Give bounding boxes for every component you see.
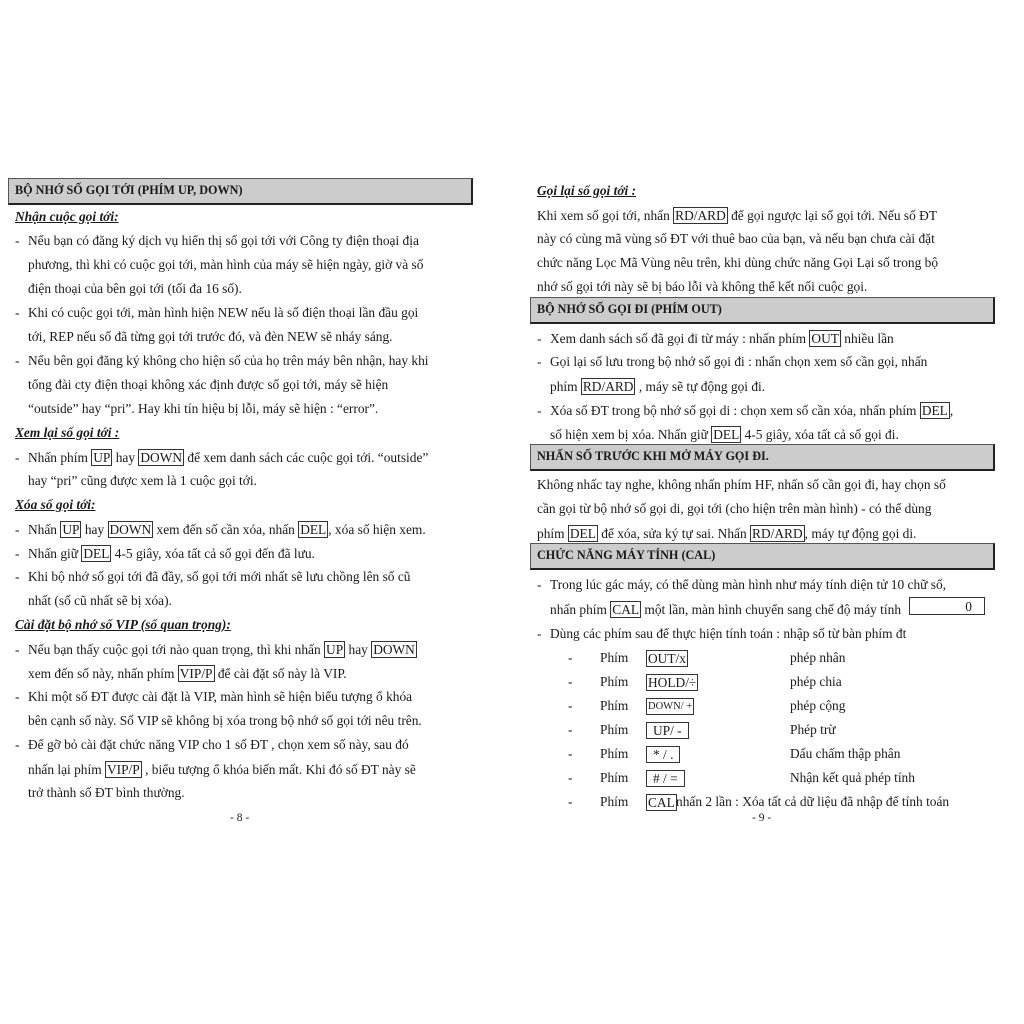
- bullet-line: - Xóa số ĐT trong bộ nhớ số gọi di : chọn xem số cần xóa, nhấn phím DEL ,: [537, 403, 954, 418]
- calculator-key: OUT/x: [648, 651, 686, 666]
- key-label: Phím: [600, 674, 629, 689]
- bullet-dash: -: [568, 650, 573, 665]
- calculator-key: * / .: [646, 746, 680, 763]
- bullet-dash: -: [568, 722, 573, 737]
- paragraph-line: chức năng Lọc Mã Vùng nêu trên, khi dùng chức năng Gọi Lại số trong bộ: [537, 255, 939, 270]
- key-rd-ard: RD/ARD: [582, 379, 634, 394]
- bullet-line: phương, thì khi có cuộc gọi tới, màn hình của máy sẽ hiện ngày, giờ và số: [28, 257, 424, 272]
- bullet-line: số hiện xem bị xóa. Nhấn giữ DEL 4-5 giây, xóa tất cả số gọi đi.: [550, 427, 899, 442]
- operation-description: phép cộng: [790, 698, 846, 713]
- paragraph-line: phím DEL để xóa, sửa ký tự sai. Nhấn RD/ARD , máy tự động gọi di.: [537, 526, 917, 541]
- bullet-line: “outside” hay “pri”. Hay khi tín hiệu bị lỗi, máy sẽ hiện : “error”.: [28, 401, 379, 416]
- bullet-line: nhấn lại phím VIP/P , biểu tượng ổ khóa biến mất. Khi đó số ĐT này sẽ: [28, 762, 416, 777]
- key-del: DEL: [713, 427, 740, 442]
- operation-description: phép nhân: [790, 650, 846, 665]
- key-label: Phím: [600, 722, 629, 737]
- calculator-key: HOLD/÷: [648, 675, 697, 690]
- bullet-line: - Để gỡ bỏ cài đặt chức năng VIP cho 1 số ĐT , chọn xem số này, sau đó: [15, 737, 409, 752]
- calculator-key: # / =: [646, 770, 685, 787]
- calculator-key: DOWN/ +: [646, 698, 694, 715]
- key-up: UP: [62, 522, 80, 537]
- key-down: DOWN: [140, 450, 183, 465]
- calculator-key-cal: CAL: [648, 795, 675, 810]
- bullet-line: - Xem danh sách số đã gọi đi từ máy : nhấn phím OUT nhiều lần: [537, 331, 894, 346]
- bullet-line: - Nhấn phím UP hay DOWN để xem danh sách các cuộc gọi tới. “outside”: [15, 450, 429, 465]
- subheading-vip: Cài đặt bộ nhớ số VIP (số quan trọng):: [15, 617, 231, 632]
- key-del: DEL: [83, 546, 110, 561]
- bullet-line: bên cạnh số này. Số VIP sẽ không bị xóa trong bộ nhớ số gọi tới nêu trên.: [28, 713, 422, 728]
- operation-description: Dấu chấm thập phân: [790, 746, 901, 761]
- page-number: - 9 -: [752, 812, 772, 824]
- key-vip: VIP/P: [179, 666, 213, 681]
- bullet-line: điện thoại của bên gọi tới (tối đa 16 số).: [28, 281, 242, 296]
- subheading-review: Xem lại số gọi tới :: [15, 425, 120, 440]
- page-number: - 8 -: [230, 812, 250, 824]
- section-header-incoming-memory: BỘ NHỚ SỐ GỌI TỚI (PHÍM UP, DOWN): [8, 178, 473, 205]
- paragraph-line: cần gọi từ bộ nhớ số gọi di, gọi tới (cho hiện trên màn hình) - có thể dùng: [537, 501, 932, 516]
- paragraph-line: này có cùng mã vùng số ĐT với thuê bao của bạn, và nếu bạn chưa cài đặt: [537, 231, 935, 246]
- section-header-outgoing-memory: BỘ NHỚ SỐ GỌI ĐI (PHÍM OUT): [530, 297, 995, 324]
- bullet-line: xem đến số này, nhấn phím VIP/P để cài đặt số này là VIP.: [28, 666, 347, 681]
- subheading-receive: Nhận cuộc gọi tới:: [15, 209, 119, 224]
- bullet-line: - Khi có cuộc gọi tới, màn hình hiện NEW nếu là số điện thoại lần đầu gọi: [15, 305, 419, 320]
- key-del: DEL: [569, 526, 596, 541]
- key-out: OUT: [811, 331, 839, 346]
- paragraph-line: Khi xem số gọi tới, nhấn RD/ARD để gọi ngược lại số gọi tới. Nếu số ĐT: [537, 208, 938, 223]
- key-up: UP: [93, 450, 111, 465]
- bullet-dash: -: [568, 746, 573, 761]
- bullet-dash: -: [568, 698, 573, 713]
- bullet-line: - Nếu bạn có đăng ký dịch vụ hiển thị số gọi tới với Công ty điện thoại địa: [15, 233, 419, 248]
- section-header-calculator: CHỨC NĂNG MÁY TÍNH (CAL): [530, 543, 995, 570]
- operation-description: phép chia: [790, 674, 842, 689]
- bullet-line: - Trong lúc gác máy, có thể dùng màn hình như máy tính diện tử 10 chữ số,: [537, 577, 947, 592]
- section-header-predial: NHẤN SỐ TRƯỚC KHI MỞ MÁY GỌI ĐI.: [530, 444, 995, 471]
- key-label: Phím: [600, 650, 629, 665]
- key-del: DEL: [921, 403, 948, 418]
- subheading-delete: Xóa số gọi tới:: [15, 497, 96, 512]
- bullet-line: tới, REP nếu số đã từng gọi tới trước đó, và đèn NEW sẽ nháy sáng.: [28, 329, 393, 344]
- calculator-display: 0: [909, 597, 985, 615]
- paragraph-line: Không nhấc tay nghe, không nhấn phím HF, nhấn số cần gọi đi, hay chọn số: [537, 477, 946, 492]
- bullet-line: hay “pri” cũng được xem là 1 cuộc gọi tới.: [28, 473, 257, 488]
- subheading-redial: Gọi lại số gọi tới :: [537, 183, 637, 198]
- key-down: DOWN: [373, 642, 415, 657]
- key-vip: VIP/P: [106, 762, 140, 777]
- key-up: UP: [326, 642, 344, 657]
- key-rd-ard: RD/ARD: [752, 526, 803, 541]
- bullet-line: - Nhấn giữ DEL 4-5 giây, xóa tất cả số gọi đến đã lưu.: [15, 546, 315, 561]
- bullet-line: tổng đài cty điện thoại không xác định được số gọi tới, máy sẽ hiện: [28, 377, 389, 392]
- bullet-dash: -: [568, 674, 573, 689]
- key-label: Phím: [600, 770, 629, 785]
- key-down: DOWN: [109, 522, 152, 537]
- key-label: Phím: [600, 698, 629, 713]
- operation-description: Nhận kết quả phép tính: [790, 770, 915, 785]
- bullet-line: - Gọi lại số lưu trong bộ nhớ số gọi đi : nhấn chọn xem số cần gọi, nhấn: [537, 354, 928, 369]
- bullet-dash: -: [568, 794, 573, 809]
- bullet-line: - Khi bộ nhớ số gọi tới đã đầy, số gọi tới mới nhất sẽ lưu chồng lên số cũ: [15, 569, 411, 584]
- bullet-line: nhấn phím CAL một lần, màn hình chuyển sang chế độ máy tính: [550, 602, 902, 617]
- bullet-line: - Nhấn UP hay DOWN xem đến số cần xóa, nhấn DEL , xóa số hiện xem.: [15, 522, 426, 537]
- key-label: Phím: [600, 794, 629, 809]
- bullet-line: - Khi một số ĐT được cài đặt là VIP, màn hình sẽ hiện biểu tượng ổ khóa: [15, 689, 413, 704]
- bullet-line: - Dùng các phím sau để thực hiện tính toán : nhập số từ bàn phím đt: [537, 626, 907, 641]
- operation-description: Phép trừ: [790, 722, 836, 737]
- key-cal: CAL: [612, 602, 640, 617]
- bullet-line: - Nếu bên gọi đăng ký không cho hiện số của họ trên máy bên nhận, hay khi: [15, 353, 429, 368]
- paragraph-line: nhớ số gọi tới này sẽ bị báo lỗi và không thể kết nối cuộc gọi.: [537, 279, 868, 294]
- calculator-key: UP/ -: [646, 722, 689, 739]
- bullet-line: phím RD/ARD , máy sẽ tự động gọi đi.: [550, 379, 766, 394]
- bullet-line: trở thành số ĐT bình thường.: [28, 785, 185, 800]
- bullet-line: nhất (số cũ nhất sẽ bị xóa).: [28, 593, 172, 608]
- operation-description: nhấn 2 lần : Xóa tất cả dữ liệu đã nhập để tính toán: [676, 794, 950, 809]
- key-rd-ard: RD/ARD: [675, 208, 726, 223]
- bullet-line: - Nếu bạn thấy cuộc gọi tới nào quan trọng, thì khi nhấn UP hay DOWN: [15, 642, 415, 657]
- key-label: Phím: [600, 746, 629, 761]
- key-del: DEL: [300, 522, 327, 537]
- bullet-dash: -: [568, 770, 573, 785]
